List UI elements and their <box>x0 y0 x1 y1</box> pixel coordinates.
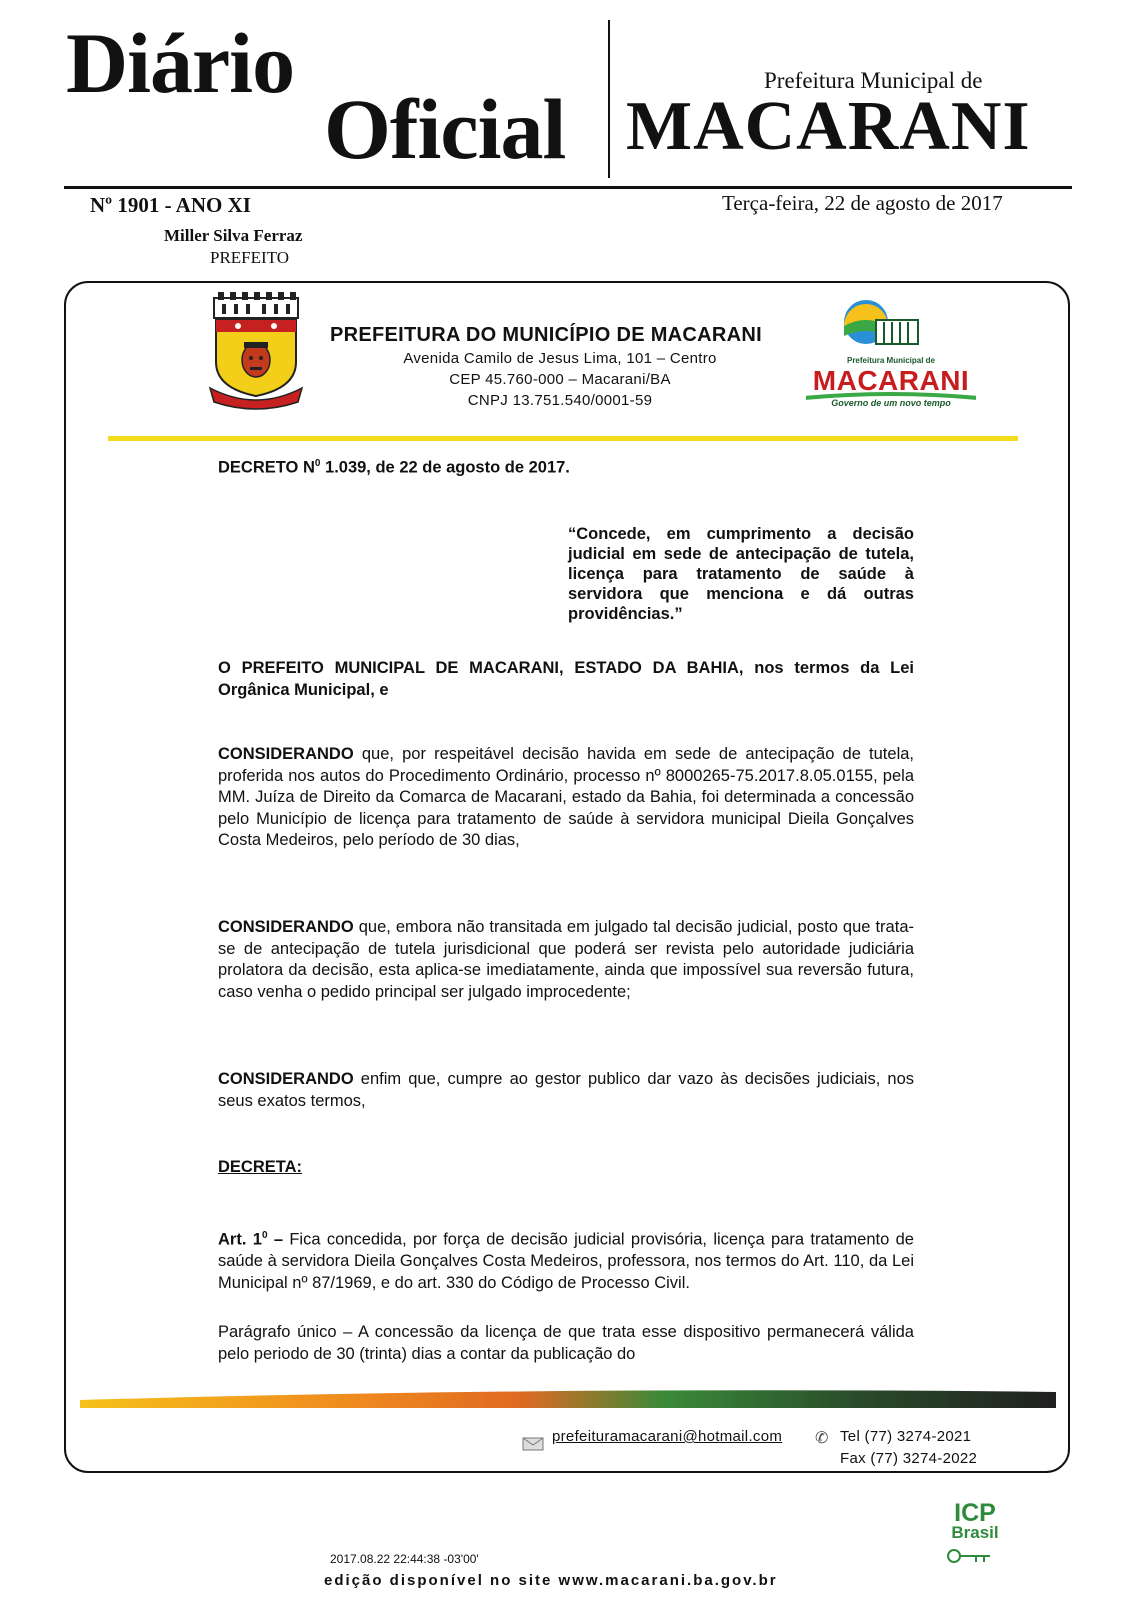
envelope-icon <box>522 1437 544 1451</box>
considerando-2: CONSIDERANDO que, embora não transitada em julgado tal decisão judicial, posto que trata-se de antecipação de tutela jurisdicional que poderá ser revista pelo autoridade judiciária prolatora da decisão, esta aplica-se imediatamente, ainda que impossível sua reversão futura, caso venha o pedido principal ser julgado improcedente; <box>218 918 914 1001</box>
logo-city-text: MACARANI <box>812 365 970 396</box>
paragrafo-unico: Parágrafo único – A concessão da licença de que trata esse dispositivo permanecerá válida pelo periodo de 30 (trinta) dias a contar da publicação do <box>218 1323 914 1363</box>
footer-color-band <box>80 1390 1056 1408</box>
mayor-role: PREFEITO <box>210 248 290 267</box>
article-1: Art. $1^0$ – Fica concedida, por força de decisão judicial provisória, licença para tratamento de saúde à servidora Dieila Gonçalves Costa Medeiros, professora, nos termos do Art. 110, da Lei Municipal nº 87/1969, e do art. 330 do Código de Processo Civil. <box>218 1230 914 1292</box>
edition-date: Terça-feira, 22 de agosto de 2017 <box>722 191 1003 215</box>
decree-summary: “Concede, em cumprimento a decisão judicial em sede de antecipação de tutela, licença para tratamento de saúde à servidora que menciona e dá outras providências.” <box>568 525 914 623</box>
letterhead-rule <box>108 436 1018 441</box>
logo-slogan: Governo de um novo tempo <box>831 398 951 408</box>
org-name: PREFEITURA DO MUNICÍPIO DE MACARANI <box>330 324 762 346</box>
logo-small-text: Prefeitura Municipal de <box>846 356 936 365</box>
key-icon <box>946 1548 992 1564</box>
digital-signature-stamp: 2017.08.22 22:44:38 -03'00' <box>330 1552 479 1566</box>
edition-number: Nº 1901 - ANO XI <box>90 193 251 217</box>
masthead-prefecture-label: Prefeitura Municipal de <box>764 68 983 93</box>
decree-title: DECRETO $N^0$ 1.039, de 22 de agosto de 2017. <box>218 458 570 477</box>
decree-preamble: O PREFEITO MUNICIPAL DE MACARANI, ESTADO DA BAHIA, nos termos da Lei Orgânica Municipal, e <box>218 659 914 699</box>
contact-tel: Tel (77) 3274-2021 <box>840 1428 972 1445</box>
masthead-city: MACARANI <box>626 88 1031 165</box>
masthead-rule <box>64 186 1072 189</box>
mayor-name: Miller Silva Ferraz <box>164 226 303 245</box>
org-cnpj: CNPJ 13.751.540/0001-59 <box>467 392 653 409</box>
contact-fax: Fax (77) 3274-2022 <box>840 1450 978 1467</box>
site-note: edição disponível no site www.macarani.ba.gov.br <box>324 1572 778 1589</box>
decreta-heading: DECRETA: <box>218 1158 303 1176</box>
considerando-3: CONSIDERANDO enfim que, cumpre ao gestor publico dar vazo às decisões judiciais, nos seus exatos termos, <box>218 1070 914 1110</box>
masthead-word-oficial: Oficial <box>324 81 566 177</box>
icp-brasil-logo: ICP Brasil <box>951 1499 999 1542</box>
masthead-word-diario: Diário <box>66 15 295 111</box>
municipal-crest-icon <box>208 292 304 410</box>
phone-icon: ✆ <box>815 1430 829 1447</box>
contact-email-link[interactable]: prefeituramacarani@hotmail.com <box>552 1428 783 1445</box>
org-cep: CEP 45.760-000 – Macarani/BA <box>449 371 671 388</box>
masthead-divider <box>608 20 610 178</box>
org-address: Avenida Camilo de Jesus Lima, 101 – Centro <box>403 350 717 367</box>
considerando-1: CONSIDERANDO que, por respeitável decisão havida em sede de antecipação de tutela, proferida nos autos do Procedimento Ordinário, processo nº 8000265-75.2017.8.05.0155, pela MM. Juíza de Direito da Comarca de Macarani, estado da Bahia, foi determinada a concessão pelo Município de licença para tratamento de saúde à servidora municipal Dieila Gonçalves Costa Medeiros, pelo período de 30 dias, <box>218 745 914 849</box>
